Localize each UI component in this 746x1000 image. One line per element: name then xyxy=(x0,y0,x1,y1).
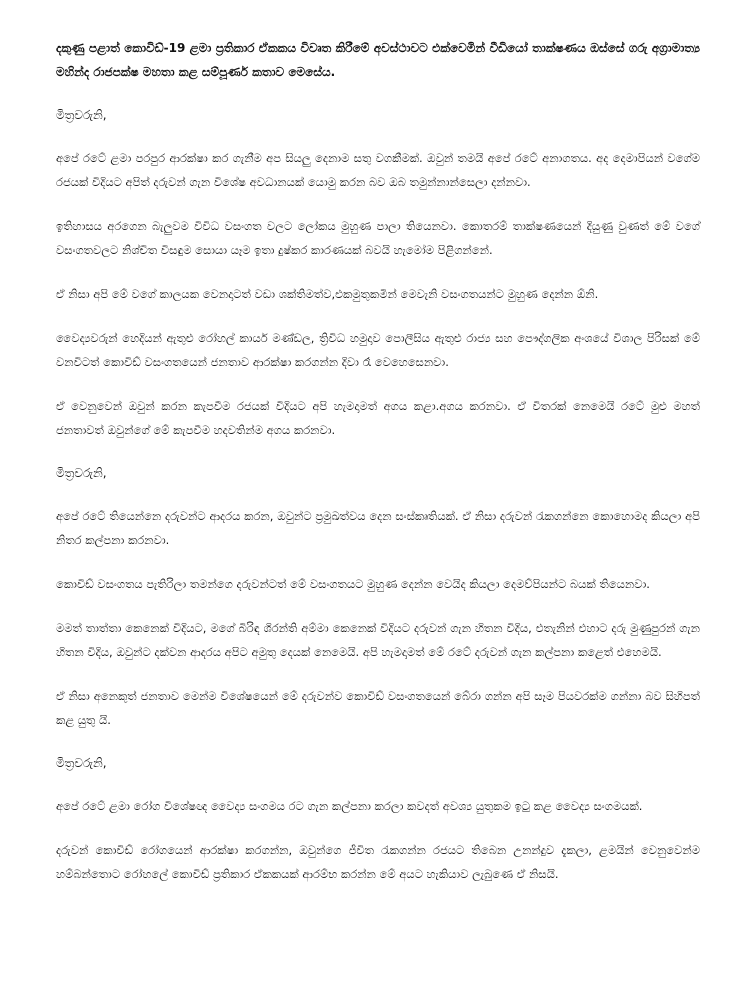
paragraph: ඉතිහාසය අරගෙන බැලුවම විවිධ වසංගත වලට ලෝකය මුහුණ පාලා තියෙනවා. කොතරම් තාක්ෂණයෙන් දියුණු වුණත් මේ වගේ වසංගතවලට නිශ්චිත විසඳුම සොයා යෑම ඉතා දුෂ්කර කාරණයක් බවයි හැමෝම පිළිගන්නේ. xyxy=(56,219,700,257)
paragraph: දරුවන් කොවිඩ් රෝගයෙන් ආරක්ෂා කරගන්න, ඔවුන්ගෙ ජීවිත රැකගන්න රජයට තිබෙන උනන්දුව දැකලා, ළමයින් වෙනුවෙන්ම හම්බන්තොට රෝහලේ කොවිඩ් ප්‍රතිකාර ඒකකයක් ආරම්භ කරන්න මේ අයට හැකියාව ලැබුණෙ ඒ නිසයි. xyxy=(56,843,700,881)
paragraph: අපේ රටේ තියෙන්නෙ දරුවන්ට ආදරය කරන, ඔවුන්ට ප්‍රමුඛත්වය දෙන සංස්කෘතියක්. ඒ නිසා දරුවන් රැකගන්නෙ කොහොමද කියලා අපි නිතර කල්පනා කරනවා. xyxy=(56,509,700,547)
document-title: දකුණු පළාත් කොවිඩ්-19 ළමා ප්‍රතිකාර ඒකකය විවෘත කිරීමේ අවස්ථාවට එක්වෙමින් වීඩියෝ තාක්ෂණය ඔස්සේ ගරු අග්‍රාමාත්‍ය මහින්ද රාජපක්ෂ මහතා කළ සම්පූර්ණ කතාව මෙසේය. xyxy=(56,41,700,79)
paragraph: වෛද්‍යවරුන් හෙදියන් ඇතුළු රෝහල් කාර්ය මණ්ඩල, ත්‍රිවිධ හමුදාව පොලීසිය ඇතුළු රාජ්‍ය සහ පෞද්ගලික අංශයේ විශාල පිරිසක් මේ වනවිටත් කොවිඩ් වසංගතයෙන් ජනතාව ආරක්ෂා කරගන්න දිවා රෑ වෙහෙසෙනවා. xyxy=(56,331,700,369)
paragraph: අපේ රටේ ළමා පරපුර ආරක්ෂා කර ගැනීම අප සියලු දෙනාම සතු වගකීමක්. ඔවුන් තමයි අපේ රටේ අනාගතය. අද දෙමාපියන් වගේම රජයක් විදියට අපිත් දරුවන් ගැන විශේෂ අවධානයක් යොමු කරන බව ඔබ තමුන්නාන්සෙලා දන්නවා. xyxy=(56,151,700,189)
paragraph: ඒ නිසා අනෙකුත් ජනතාව මෙන්ම විශේෂයෙන් මේ දරුවන්ව කොවිඩ් වසංගතයෙන් බේරා ගන්න අපි සෑම පියවරක්ම ගන්නා බව සිහිපත් කළ යුතු යි. xyxy=(56,689,700,727)
paragraph: කොවිඩ් වසංගතය පැතිරිලා තමන්ගෙ දරුවන්ටත් මේ වසංගතයට මුහුණ දෙන්න වෙයිද කියලා දෙමව්පියන්ට බයක් තියෙනවා. xyxy=(56,577,650,591)
salutation: මිත්‍රවරුනි, xyxy=(56,108,107,122)
paragraph: මමත් තාත්තා කෙනෙක් විදියට, මගේ බිරිඳ ශිරන්ති අම්මා කෙනෙක් විදියට දරුවන් ගැන හිතන විදිය, එතැනින් එහාට දරු මුණුපුරන් ගැන හිතන විදිය, ඔවුන්ට දක්වන ආදරය අපිට අමුතු දෙයක් නෙමෙයි. අපි හැමදාමත් මේ රටේ දරුවන් ගැන කල්පනා කළෙත් එහෙමයි. xyxy=(56,621,700,659)
paragraph: ඒ වෙනුවෙන් ඔවුන් කරන කැපවීම රජයක් විදියට අපි හැමදාමත් අගය කළා.අගය කරනවා. ඒ විතරක් නෙමෙයි රටේ මුළු මහත් ජනතාවත් ඔවුන්ගේ මේ කැපවීම හදවතින්ම අගය කරනවා. xyxy=(56,399,700,437)
paragraph: අපේ රටේ ළමා රෝග විශේෂඥ වෛද්‍ය සංගමය රට ගැන කල්පනා කරලා කවදත් අවශ්‍ය යුතුකම ඉටු කළ වෛද්‍ය සංගමයක්. xyxy=(56,799,643,813)
salutation: මිත්‍රවරුනි, xyxy=(56,756,107,770)
salutation: මිත්‍රවරුනි, xyxy=(56,466,107,480)
paragraph: ඒ නිසා අපි මේ වගේ කාලයක වෙනදාටත් වඩා ශක්තිමත්ව,එකමුතුකමින් මෙවැනි වසංගතයන්ට මුහුණ දෙන්න ඕනි. xyxy=(56,287,599,301)
